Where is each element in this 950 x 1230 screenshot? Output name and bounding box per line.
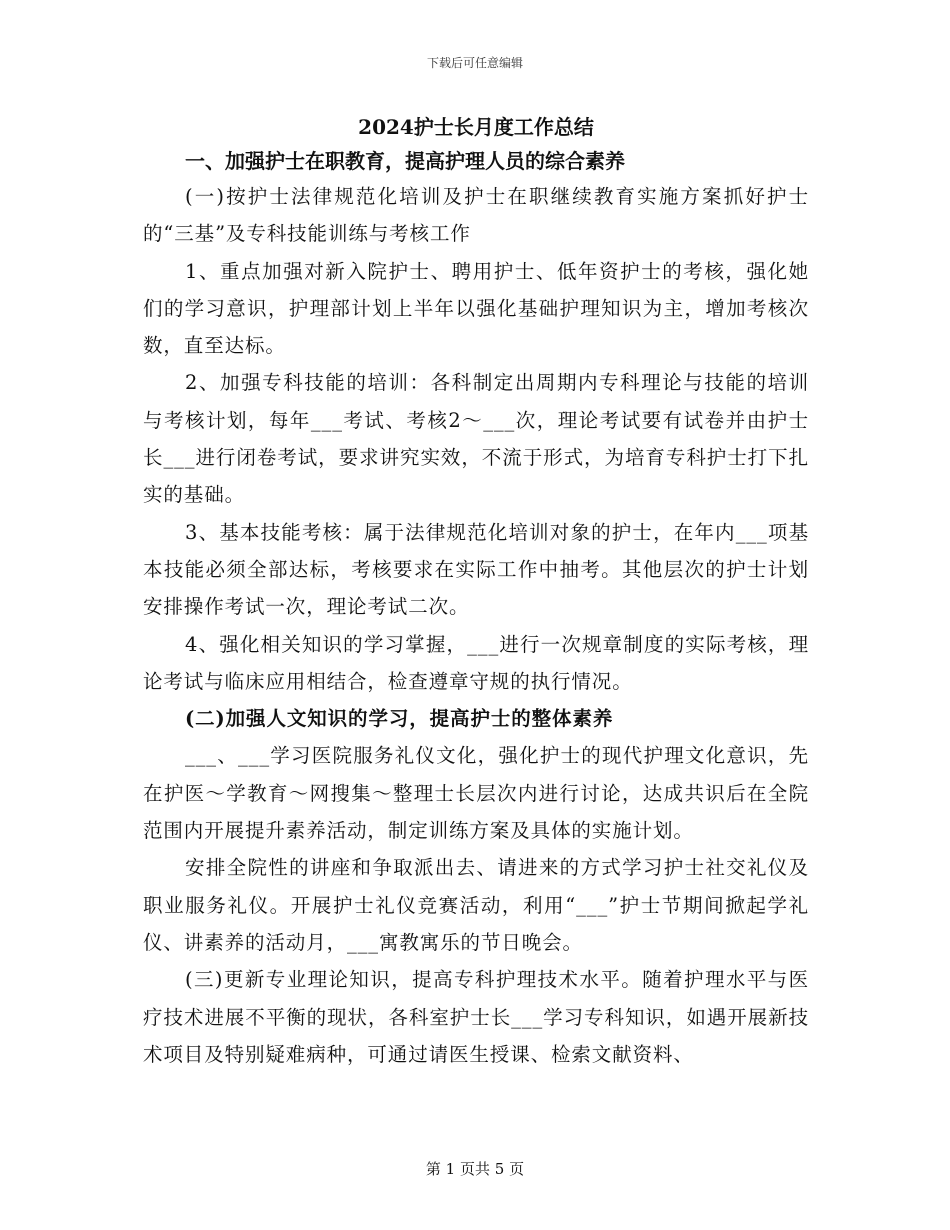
paragraph: 安排全院性的讲座和争取派出去、请进来的方式学习护士社交礼仪及职业服务礼仪。开展护士礼仪竞赛活动，利用“___”护士节期间掀起学礼仪、讲素养的活动月，___寓教寓乐的节日晚会。 (143, 856, 809, 954)
paragraph: ___、___学习医院服务礼仪文化，强化护士的现代护理文化意识，先在护医～学教育～网搜集～整理士长层次内进行讨论，达成共识后在全院范围内开展提升素养活动，制定训练方案及具体的实施计划。 (143, 744, 809, 843)
paragraph: 1、重点加强对新入院护士、聘用护士、低年资护士的考核，强化她们的学习意识，护理部计划上半年以强化基础护理知识为主，增加考核次数，直至达标。 (143, 259, 809, 358)
document-title: 2024护士长月度工作总结 (358, 115, 594, 139)
page-number: 第 1 页共 5 页 (425, 1160, 525, 1178)
paragraph: (一)按护士法律规范化培训及护士在职继续教育实施方案抓好护士的“三基”及专科技能训练与考核工作 (143, 185, 809, 246)
header-note: 下载后可任意编辑 (426, 56, 523, 70)
paragraph: 4、强化相关知识的学习掌握，___进行一次规章制度的实际考核，理论考试与临床应用相结合，检查遵章守规的执行情况。 (143, 632, 809, 693)
document-body (143, 112, 809, 1073)
paragraph: (三)更新专业理论知识，提高专科护理技术水平。随着护理水平与医疗技术进展不平衡的现状，各科室护士长___学习专科知识，如遇开展新技术项目及特别疑难病种，可通过请医生授课、检索文献资料、 (143, 968, 809, 1066)
paragraph: 2、加强专科技能的培训：各科制定出周期内专科理论与技能的培训与考核计划，每年___考试、考核2～___次，理论考试要有试卷并由护士长___进行闭卷考试，要求讲究实效，不流于形式，为培育专科护士打下扎实的基础。 (143, 371, 809, 507)
subsection-heading: (二)加强人文知识的学习，提高护士的整体素养 (185, 707, 614, 731)
section-heading: 一、加强护士在职教育，提高护理人员的综合素养 (185, 149, 625, 173)
paragraph: 3、基本技能考核：属于法律规范化培训对象的护士，在年内___项基本技能必须全部达标，考核要求在实际工作中抽考。其他层次的护士计划安排操作考试一次，理论考试二次。 (143, 520, 809, 619)
